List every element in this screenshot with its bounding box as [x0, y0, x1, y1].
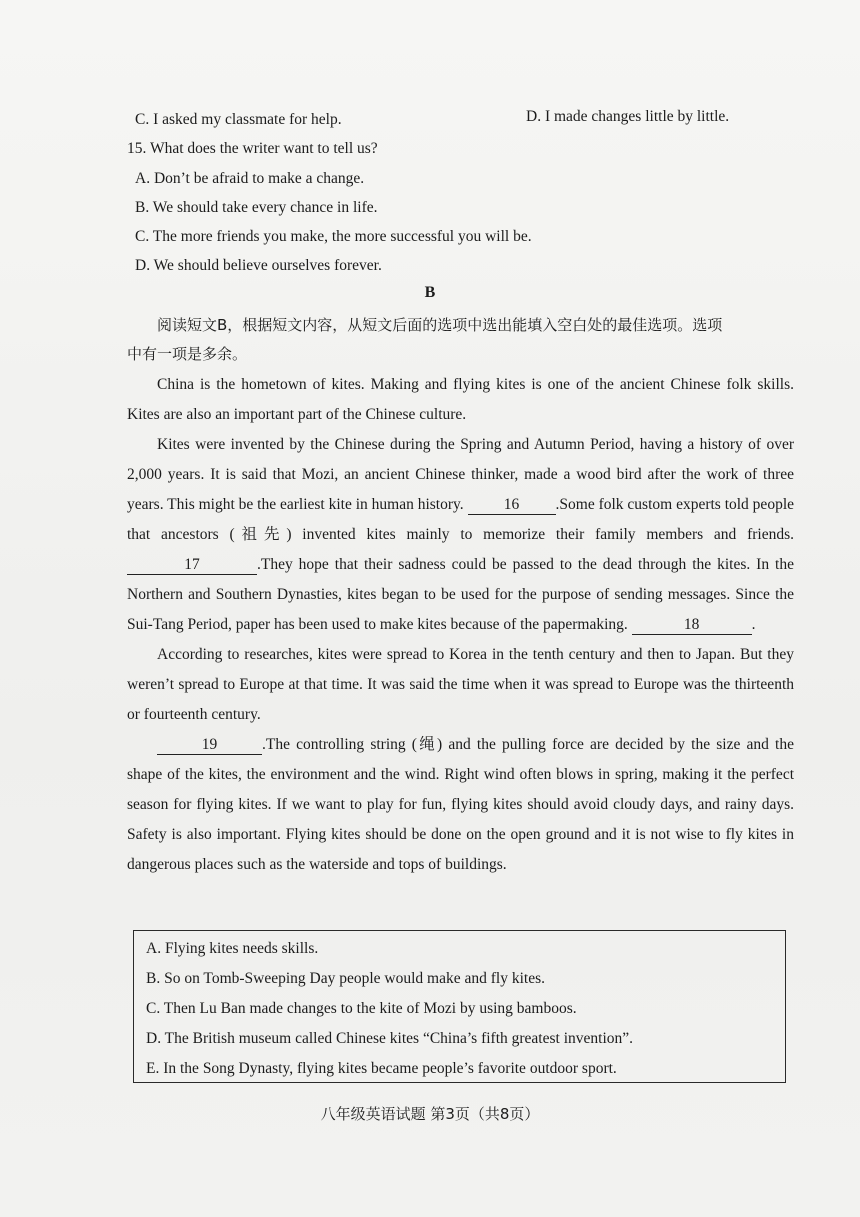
paragraph-2-part-b: .Some folk custom experts told people that ancestors (祖先) invented kites mainly to memorize their family members and friends. — [127, 496, 795, 543]
blank-19: 19 — [157, 736, 262, 755]
passage — [127, 370, 794, 880]
blank-17: 17 — [127, 556, 257, 575]
section-heading: B — [424, 284, 436, 301]
options-box — [133, 930, 786, 1083]
q14-option-c: C. I asked my classmate for help. — [135, 111, 342, 128]
q14-option-d: D. I made changes little by little. — [526, 108, 730, 125]
q15-option-b: B. We should take every chance in life. — [135, 199, 378, 216]
q15-question: 15. What does the writer want to tell us? — [127, 140, 378, 157]
passage-paragraph-3: According to researches, kites were spread to Korea in the tenth century and then to Japan. But they weren’t spread to Europe at that time. It was said the time when it was spread to Europe was the thirteenth or fourteenth century. — [127, 646, 794, 723]
paragraph-2-part-a: Kites were invented by the Chinese during the Spring and Autumn Period, having a history of over 2,000 years. It is said that Mozi, an ancient Chinese thinker, made a wood bird after the work of three years. This might be the earliest kite in human history. — [127, 436, 794, 513]
paragraph-2-part-d: . — [751, 616, 756, 633]
q15-option-c: C. The more friends you make, the more successful you will be. — [135, 228, 532, 245]
choice-a: A. Flying kites needs skills. — [146, 940, 319, 957]
q15-option-d: D. We should believe ourselves forever. — [135, 257, 382, 274]
blank-16: 16 — [468, 496, 556, 515]
choice-d: D. The British museum called Chinese kites “China’s fifth greatest invention”. — [146, 1030, 634, 1047]
blank-18: 18 — [632, 616, 752, 635]
page-footer: 八年级英语试题 第3页（共8页） — [320, 1105, 540, 1123]
passage-paragraph-2 — [127, 430, 794, 640]
paragraph-4-text: .The controlling string (绳) and the pulling force are decided by the size and the shape of the kites, the environment and the wind. Right wind often blows in spring, making it the perfect season for flying kites. If we want to play for fun, flying kites should avoid cloudy days, and rainy days. Safety is also important. Flying kites should be done on the open ground and it is not wise to fly kites in dangerous places such as the waterside and tops of buildings. — [127, 736, 794, 873]
instruction-line-2: 中有一项是多余。 — [127, 345, 248, 363]
passage-paragraph-4 — [127, 730, 794, 880]
instruction-line-1: 阅读短文B，根据短文内容，从短文后面的选项中选出能填入空白处的最佳选项。选项 — [157, 316, 723, 334]
choice-c: C. Then Lu Ban made changes to the kite of Mozi by using bamboos. — [146, 1000, 577, 1017]
paragraph-2-part-c: .They hope that their sadness could be passed to the dead through the kites. In the Northern and Southern Dynasties, kites began to be used for the purpose of sending messages. Since the Sui-Tang Period, paper has been used to make kites because of the papermaking. — [127, 556, 794, 633]
passage-paragraph-1: China is the hometown of kites. Making and flying kites is one of the ancient Chinese folk skills. Kites are also an important part of the Chinese culture. — [127, 376, 794, 423]
q15-option-a: A. Don’t be afraid to make a change. — [135, 170, 365, 187]
choice-b: B. So on Tomb-Sweeping Day people would make and fly kites. — [146, 970, 545, 987]
choice-e: E. In the Song Dynasty, flying kites became people’s favorite outdoor sport. — [146, 1060, 617, 1077]
